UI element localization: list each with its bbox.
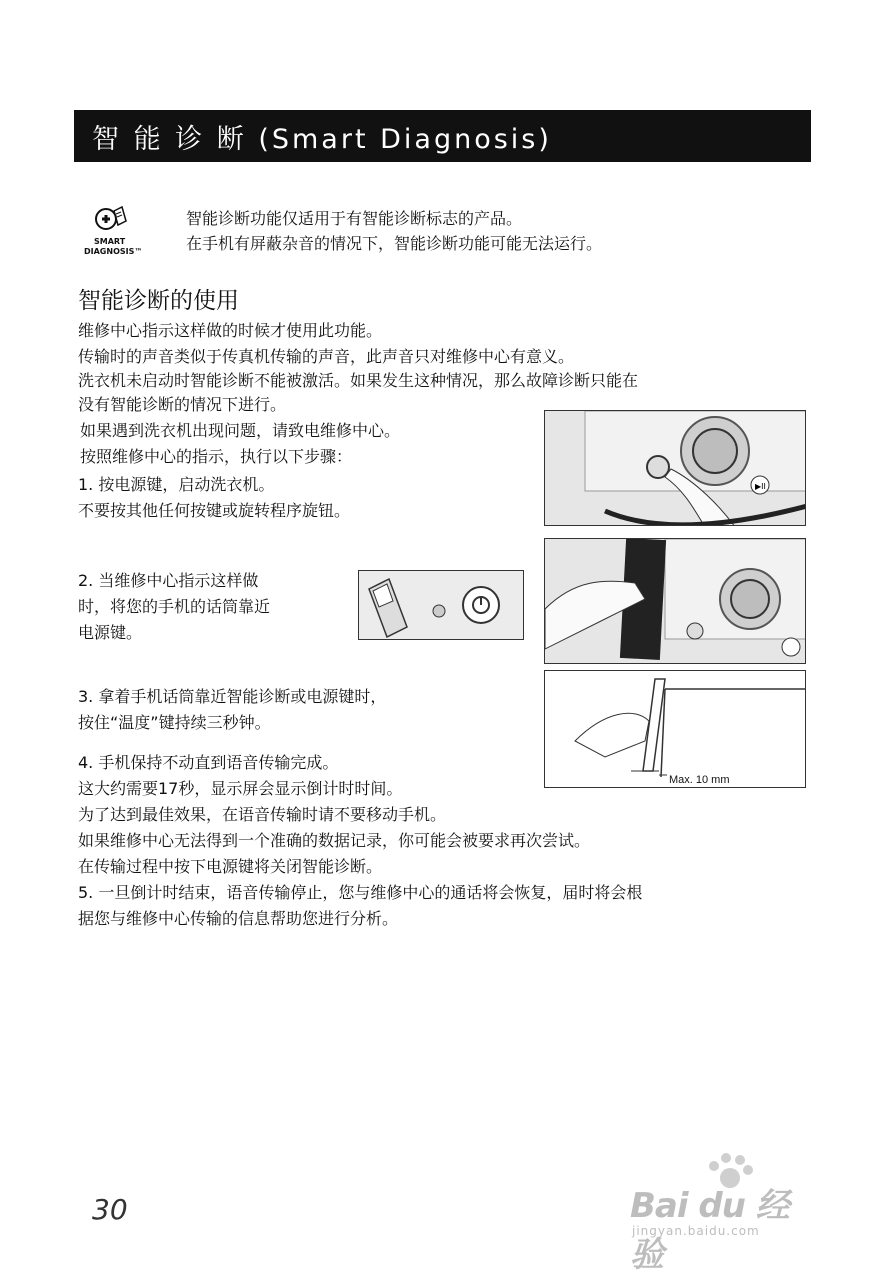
note-line: 在传输过程中按下电源键将关闭智能诊断。: [78, 857, 383, 876]
notice-line: 智能诊断功能仅适用于有智能诊断标志的产品。: [186, 209, 523, 228]
step-5-line: 5. 一旦倒计时结束，语音传输停止，您与维修中心的通话将会恢复，届时将会根: [78, 883, 643, 902]
section-title: 智能诊断的使用: [78, 288, 239, 314]
intro-line: 维修中心指示这样做的时候才使用此功能。: [78, 321, 383, 340]
step-4-line: 这大约需要17秒，显示屏会显示倒计时时间。: [78, 779, 403, 798]
intro-line: 没有智能诊断的情况下进行。: [78, 395, 287, 414]
note-line: 为了达到最佳效果，在语音传输时请不要移动手机。: [78, 805, 447, 824]
step-2-line: 电源键。: [78, 623, 143, 642]
step-1-line: 不要按其他任何按键或旋转程序旋钮。: [78, 501, 351, 520]
watermark-url: jingyan.baidu.com: [632, 1224, 760, 1238]
intro-line: 传输时的声音类似于传真机传输的声音，此声音只对维修中心有意义。: [78, 347, 575, 366]
step-2-line: 时，将您的手机的话筒靠近: [78, 597, 271, 616]
step-3-line: 按住“温度”键持续三秒钟。: [78, 713, 271, 732]
smart-diagnosis-icon: [84, 205, 148, 265]
logo-text-smart: SMART: [94, 237, 126, 246]
page-title: 智 能 诊 断 (Smart Diagnosis): [92, 123, 552, 155]
logo-text-diagnosis: DIAGNOSIS™: [84, 247, 143, 256]
phone-illustration: [359, 571, 524, 640]
intro-line: 如果遇到洗衣机出现问题，请致电维修中心。: [80, 421, 401, 440]
step-5-line: 据您与维修中心传输的信息帮助您进行分析。: [78, 909, 399, 928]
watermark-text: Bai du 经验: [630, 1186, 789, 1275]
step-4-line: 4. 手机保持不动直到语音传输完成。: [78, 753, 339, 772]
intro-line: 按照维修中心的指示，执行以下步骤：: [80, 447, 353, 466]
page-number: 30: [92, 1193, 128, 1226]
step-2-line: 2. 当维修中心指示这样做: [78, 571, 259, 590]
step-1-line: 1. 按电源键，启动洗衣机。: [78, 475, 275, 494]
notice-line: 在手机有屏蔽杂音的情况下，智能诊断功能可能无法运行。: [186, 234, 603, 253]
notice-block: [186, 206, 602, 256]
figure-press-power-button: [544, 410, 806, 526]
washer-panel-illustration: [545, 411, 806, 526]
figure-hold-phone: [544, 538, 806, 664]
section-header: [74, 110, 811, 162]
distance-illustration: [545, 671, 806, 788]
hand-phone-illustration: [545, 539, 806, 664]
svg-text:▶II: ▶II: [755, 482, 766, 491]
figure-phone-near-button: [358, 570, 524, 640]
max-distance-label: Max. 10 mm: [669, 774, 730, 786]
step-3-line: 3. 拿着手机话筒靠近智能诊断或电源键时，: [78, 687, 387, 706]
intro-line: 洗衣机未启动时智能诊断不能被激活。如果发生这种情况，那么故障诊断只能在: [78, 371, 639, 390]
figure-max-distance: [544, 670, 806, 788]
note-line: 如果维修中心无法得到一个准确的数据记录，你可能会被要求再次尝试。: [78, 831, 591, 850]
watermark: [630, 1150, 800, 1275]
smart-diagnosis-logo: [84, 205, 148, 265]
